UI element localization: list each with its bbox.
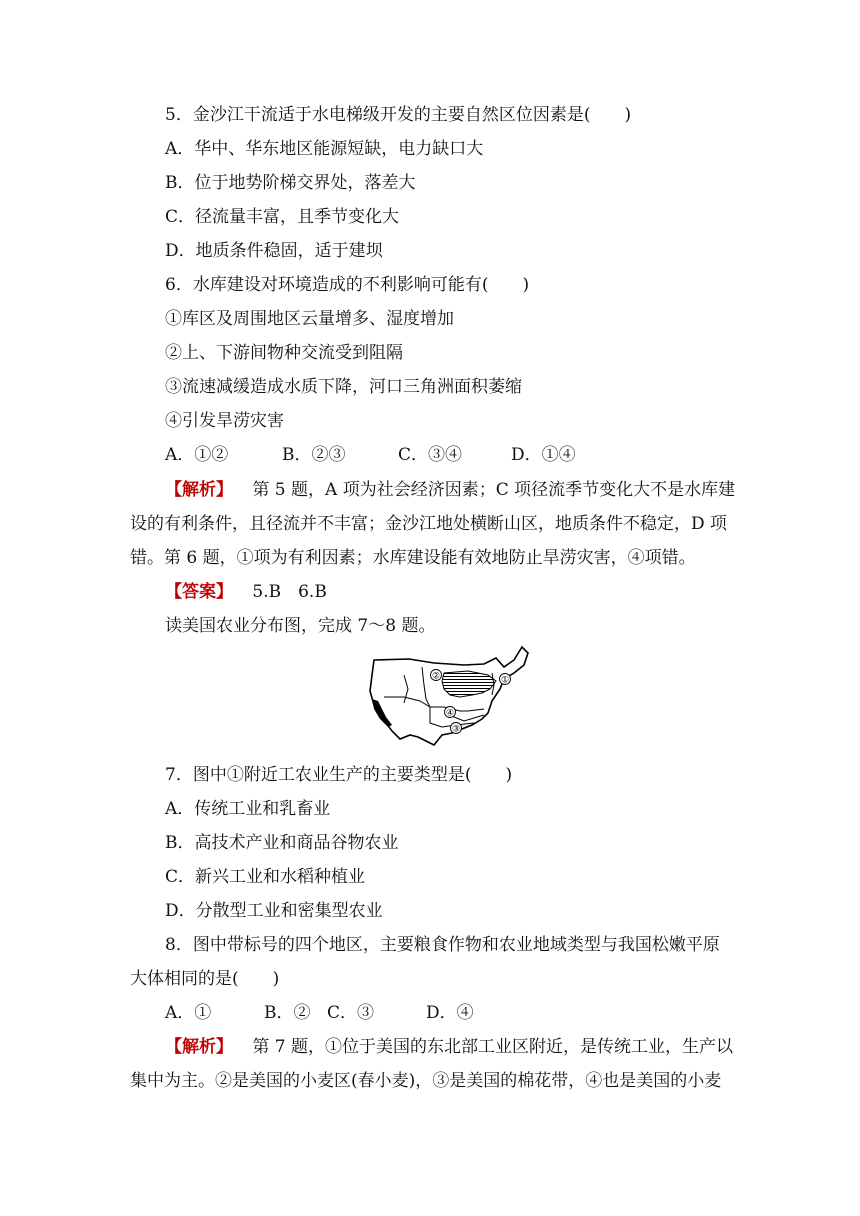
q6-stem: 6．水库建设对环境造成的不利影响可能有( ) <box>165 275 530 295</box>
map-label-3 <box>451 723 462 735</box>
q5-option-d: D．地质条件稳固，适于建坝 <box>165 241 383 261</box>
q5-option-a: A．华中、华东地区能源短缺，电力缺口大 <box>165 139 484 159</box>
q7-option-c: C．新兴工业和水稻种植业 <box>165 867 366 887</box>
q7-option-d: D．分散型工业和密集型农业 <box>165 901 383 921</box>
analysis-2-line-2: 集中为主。②是美国的小麦区(春小麦)，③是美国的棉花带，④也是美国的小麦 <box>130 1071 722 1091</box>
svg-text:②: ② <box>431 671 441 682</box>
q7-stem: 7．图中①附近工农业生产的主要类型是( ) <box>165 765 513 785</box>
q5-option-b: B．位于地势阶梯交界处，落差大 <box>165 173 416 193</box>
q7-option-a: A．传统工业和乳畜业 <box>165 799 331 819</box>
usa-outline <box>370 647 528 745</box>
q8-option-d: D．④ <box>426 1003 474 1023</box>
analysis-1-line-3: 错。第 6 题，①项为有利因素；水库建设能有效地防止旱涝灾害，④项错。 <box>130 548 696 568</box>
svg-text:①: ① <box>500 675 510 686</box>
svg-text:③: ③ <box>451 724 461 735</box>
analysis-1-text: 第 5 题，A 项为社会经济因素；C 项径流季节变化大不是水库建 <box>252 480 736 500</box>
map-label-1 <box>500 674 511 686</box>
q6-item-3: ③流速减缓造成水质下降，河口三角洲面积萎缩 <box>165 377 522 397</box>
analysis-tag: 【解析】 <box>165 480 233 500</box>
analysis-1-line-2: 设的有利条件，且径流并不丰富；金沙江地处横断山区，地质条件不稳定，D 项 <box>130 514 728 534</box>
q8-stem-line-1: 8．图中带标号的四个地区，主要粮食作物和农业地域类型与我国松嫩平原 <box>165 935 720 955</box>
map-label-2 <box>431 670 442 682</box>
q6-option-d: D．①④ <box>511 445 576 465</box>
svg-text:④: ④ <box>445 708 455 719</box>
q6-option-c: C．③④ <box>398 445 463 465</box>
analysis-2-line-1 <box>165 1036 733 1058</box>
map-intro: 读美国农业分布图，完成 7～8 题。 <box>165 616 436 636</box>
q5-option-c: C．径流量丰富，且季节变化大 <box>165 207 400 227</box>
answer-text: 5.B 6.B <box>252 582 327 602</box>
q6-item-1: ①库区及周围地区云量增多、湿度增加 <box>165 309 454 329</box>
analysis-2-text: 第 7 题，①位于美国的东北部工业区附近，是传统工业，生产以 <box>252 1037 734 1057</box>
q8-option-a: A．① <box>165 1003 212 1023</box>
usa-agriculture-map <box>364 645 530 750</box>
q8-option-b: B．② <box>264 1003 311 1023</box>
q6-option-a: A．①② <box>165 445 229 465</box>
answer-tag: 【答案】 <box>165 582 233 602</box>
q8-stem-line-2: 大体相同的是( ) <box>130 969 280 989</box>
q7-option-b: B．高技术产业和商品谷物农业 <box>165 833 399 853</box>
q6-item-2: ②上、下游间物种交流受到阻隔 <box>165 343 403 363</box>
q6-item-4: ④引发旱涝灾害 <box>165 411 284 431</box>
q8-option-c: C．③ <box>327 1003 375 1023</box>
q5-stem: 5．金沙江干流适于水电梯级开发的主要自然区位因素是( ) <box>165 105 632 125</box>
answer-line <box>165 581 327 603</box>
analysis-1-line-1 <box>165 479 735 501</box>
map-label-4 <box>445 707 456 719</box>
q6-option-b: B．②③ <box>282 445 346 465</box>
analysis-tag: 【解析】 <box>165 1037 233 1057</box>
